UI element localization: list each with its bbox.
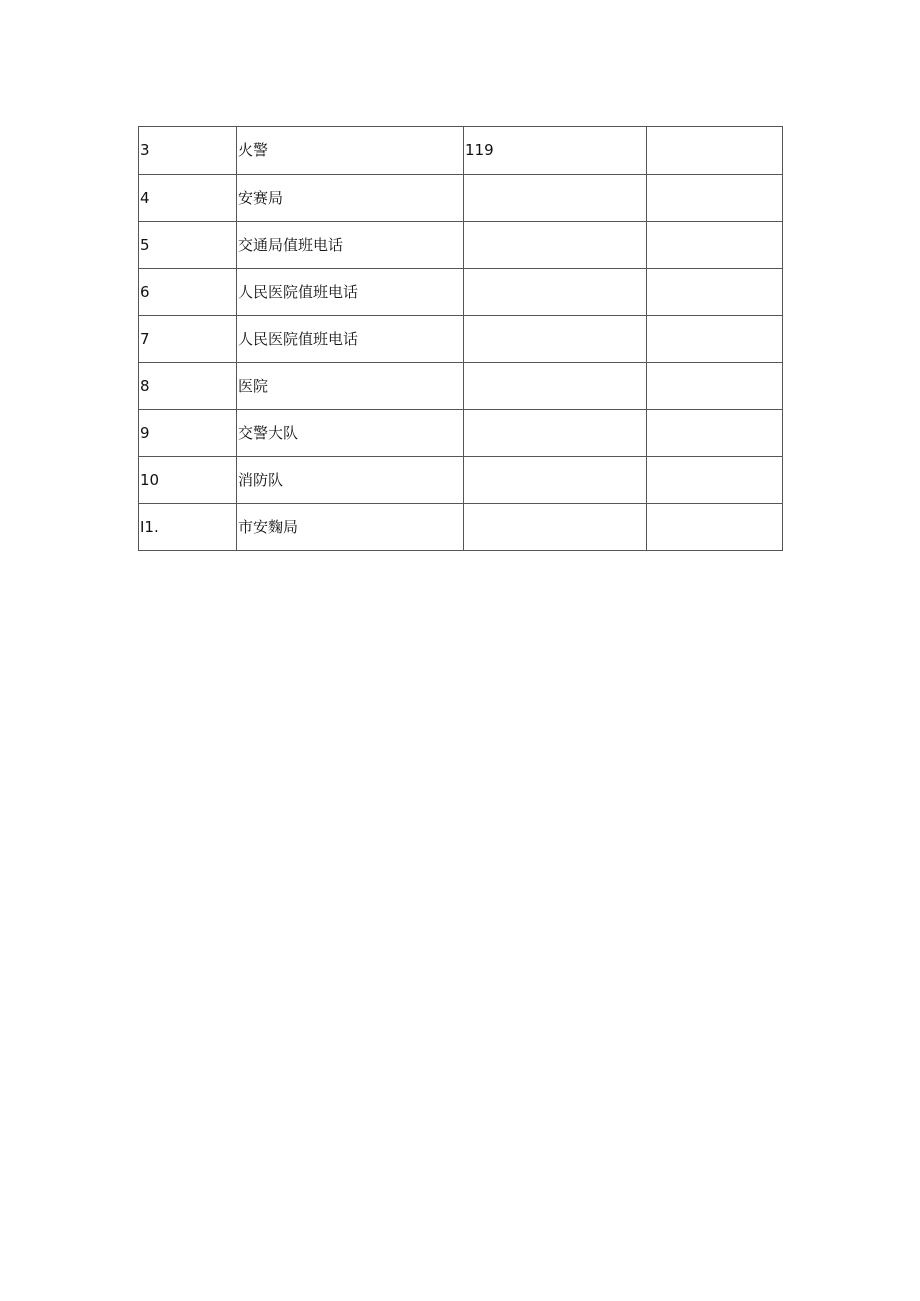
contact-name-cell: 人民医院值班电话 bbox=[237, 269, 464, 316]
row-number-cell: 3 bbox=[139, 127, 237, 175]
note-cell bbox=[647, 457, 783, 504]
row-number-cell: 8 bbox=[139, 363, 237, 410]
table-row bbox=[139, 222, 783, 269]
table-row bbox=[139, 457, 783, 504]
contact-name-cell: 安赛局 bbox=[237, 175, 464, 222]
contact-name-cell: 消防队 bbox=[237, 457, 464, 504]
note-cell bbox=[647, 269, 783, 316]
row-number-cell: 9 bbox=[139, 410, 237, 457]
note-cell bbox=[647, 316, 783, 363]
contact-name-cell: 市安麴局 bbox=[237, 504, 464, 551]
phone-number-cell: 119 bbox=[464, 127, 647, 175]
row-number-cell: 6 bbox=[139, 269, 237, 316]
row-number-cell: 7 bbox=[139, 316, 237, 363]
table-row bbox=[139, 316, 783, 363]
phone-number-cell bbox=[464, 269, 647, 316]
note-cell bbox=[647, 222, 783, 269]
contact-name-cell: 医院 bbox=[237, 363, 464, 410]
contact-table-body bbox=[139, 127, 783, 551]
table-row bbox=[139, 504, 783, 551]
note-cell bbox=[647, 363, 783, 410]
row-number-cell: 10 bbox=[139, 457, 237, 504]
note-cell bbox=[647, 504, 783, 551]
contact-table bbox=[138, 126, 783, 551]
table-row bbox=[139, 363, 783, 410]
contact-name-cell: 人民医院值班电话 bbox=[237, 316, 464, 363]
phone-number-cell bbox=[464, 504, 647, 551]
row-number-cell: 4 bbox=[139, 175, 237, 222]
phone-number-cell bbox=[464, 222, 647, 269]
table-row bbox=[139, 410, 783, 457]
table-row bbox=[139, 127, 783, 175]
phone-number-cell bbox=[464, 175, 647, 222]
note-cell bbox=[647, 175, 783, 222]
row-number-cell: 5 bbox=[139, 222, 237, 269]
row-number-cell: I1. bbox=[139, 504, 237, 551]
contact-name-cell: 交警大队 bbox=[237, 410, 464, 457]
contact-name-cell: 火警 bbox=[237, 127, 464, 175]
contact-name-cell: 交通局值班电话 bbox=[237, 222, 464, 269]
phone-number-cell bbox=[464, 363, 647, 410]
phone-number-cell bbox=[464, 457, 647, 504]
table-row bbox=[139, 269, 783, 316]
table-row bbox=[139, 175, 783, 222]
phone-number-cell bbox=[464, 410, 647, 457]
note-cell bbox=[647, 127, 783, 175]
phone-number-cell bbox=[464, 316, 647, 363]
note-cell bbox=[647, 410, 783, 457]
